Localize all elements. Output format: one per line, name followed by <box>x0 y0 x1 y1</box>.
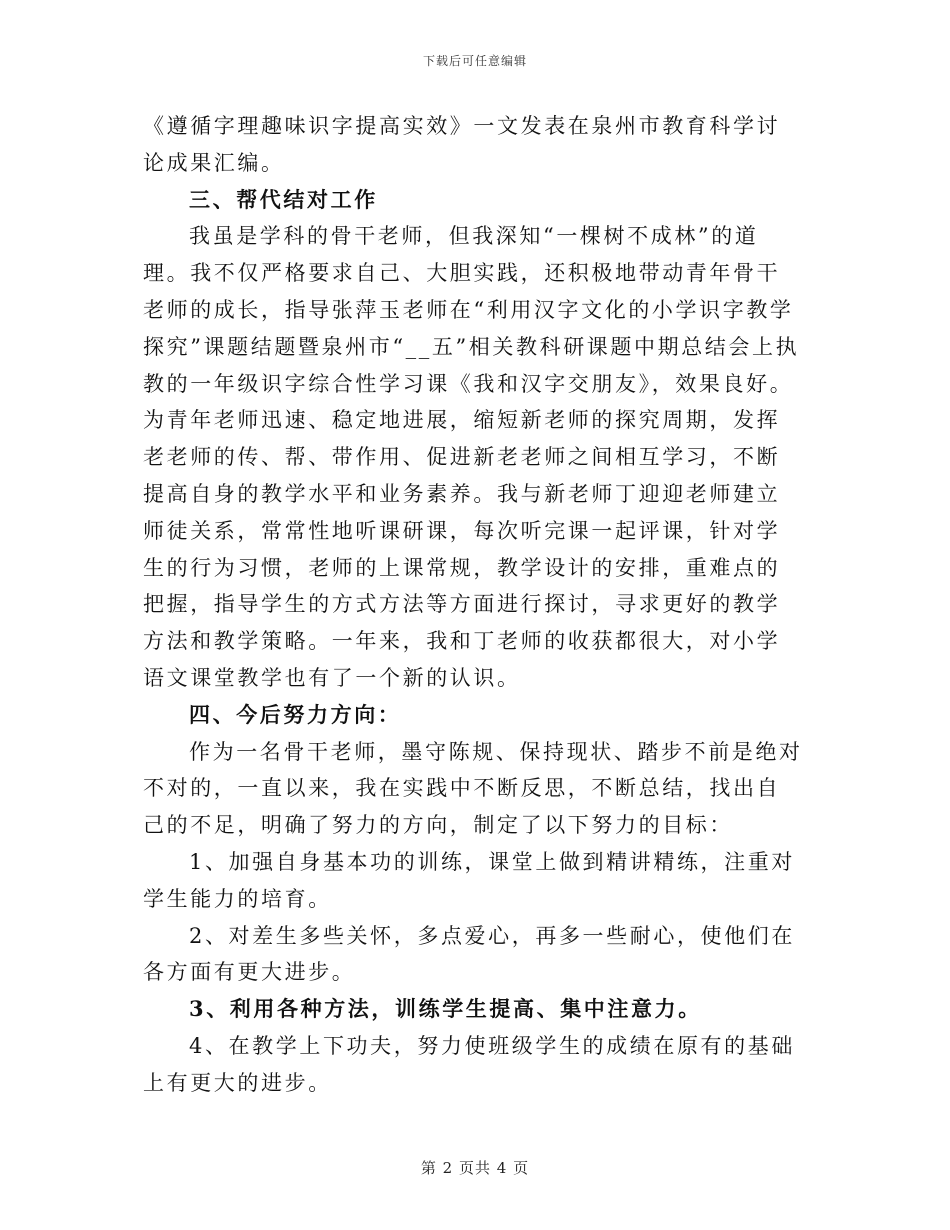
section-heading-direction: 四、今后努力方向： <box>189 701 402 727</box>
goal-item-2: 2、对差生多些关怀，多点爱心，再多一些耐心，使他们在各方面有更大进步。 <box>143 923 795 985</box>
paragraph-intro: 《遵循字理趣味识字提高实效》一文发表在泉州市教育科学讨论成果汇编。 <box>143 114 781 175</box>
page-header: 下载后可任意编辑 <box>422 54 527 68</box>
section-heading-pairing: 三、帮代结对工作 <box>189 186 378 212</box>
document-body <box>143 108 803 1102</box>
goal-item-1: 1、加强自身基本功的训练，课堂上做到精讲精练，注重对学生能力的培育。 <box>143 849 795 911</box>
paragraph-direction: 作为一名骨干老师，墨守陈规、保持现状、踏步不前是绝对不对的，一直以来，我在实践中不断反思，不断总结，找出自己的不足，明确了努力的方向，制定了以下努力的目标： <box>143 739 803 838</box>
paragraph-pairing: 我虽是学科的骨干老师，但我深知“一棵树不成林”的道理。我不仅严格要求自己、大胆实践，还积极地带动青年骨干老师的成长，指导张萍玉老师在“利用汉字文化的小学识字教学探究”课题结题暨泉州市“__五”相关教科研课题中期总结会上执教的一年级识字综合性学习课《我和汉字交朋友》，效果良好。为青年老师迅速、稳定地进展，缩短新老师的探究周期，发挥老老师的传、帮、带作用、促进新老老师之间相互学习，不断提高自身的教学水平和业务素养。我与新老师丁迎迎老师建立师徒关系，常常性地听课研课，每次听完课一起评课，针对学生的行为习惯，老师的上课常规，教学设计的安排，重难点的把握，指导学生的方式方法等方面进行探讨，寻求更好的教学方法和教学策略。一年来，我和丁老师的收获都很大，对小学语文课堂教学也有了一个新的认识。 <box>143 224 800 690</box>
goal-item-3: 3、利用各种方法，训练学生提高、集中注意力。 <box>189 996 702 1022</box>
goal-item-4: 4、在教学上下功夫，努力使班级学生的成绩在原有的基础上有更大的进步。 <box>143 1033 795 1095</box>
page-number-footer: 第 2 页共 4 页 <box>420 1159 530 1177</box>
